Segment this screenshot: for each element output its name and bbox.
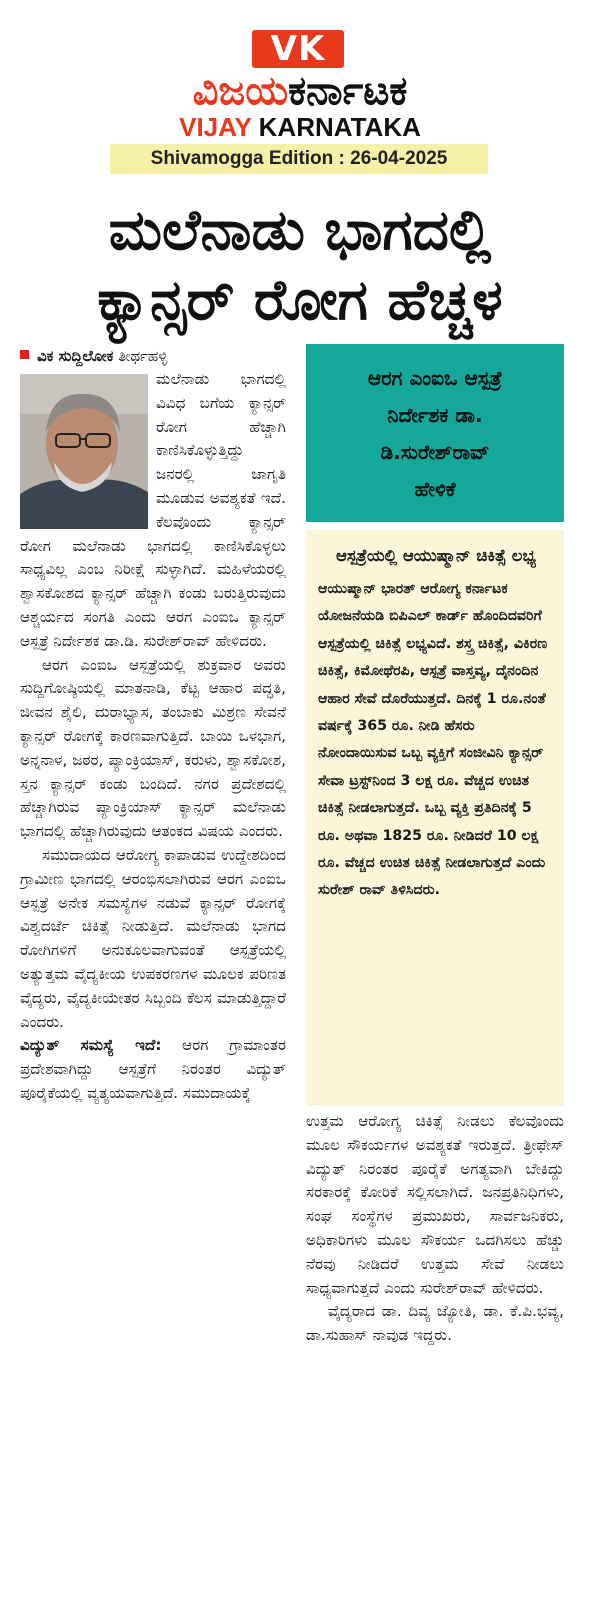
byline-place: ತೀರ್ಥಹಳ್ಳಿ — [118, 347, 168, 365]
quote-box — [306, 344, 564, 522]
byline-source: ವಿಕ ಸುದ್ದಿಲೋಕ — [37, 347, 114, 365]
headline — [20, 196, 580, 336]
article-paragraph-2: ಆರಗ ಎಂಐಒ ಆಸ್ಪತ್ರೆಯಲ್ಲಿ ಶುಕ್ರವಾರ ಅವರು ಸುದ್ದಿಗೋಷ್ಠಿಯಲ್ಲಿ ಮಾತನಾಡಿ, ಕೆಟ್ಟ ಆಹಾರ ಪದ್ಧತಿ, ಜೀವನ ಶೈಲಿ, ದುರಾಭ್ಯಾಸ, ತಂಬಾಕು ಮಿಶ್ರಣ ಸೇವನೆ ಕ್ಯಾನ್ಸರ್ ರೋಗಕ್ಕೆ ಕಾರಣವಾಗುತ್ತಿದೆ. ಬಾಯಿ ಒಳಭಾಗ, ಅನ್ನನಾಳ, ಜಠರ, ಪ್ಯಾಂಕ್ರಿಯಾಸ್, ಕರುಳು, ಶ್ವಾಸಕೋಶ, ಸ್ತನ ಕ್ಯಾನ್ಸರ್ ಕಂಡು ಬಂದಿದೆ. ನಗರ ಪ್ರದೇಶದಲ್ಲಿ ಹೆಚ್ಚಾಗಿರುವ ಪ್ಯಾಂಕ್ರಿಯಾಸ್ ಕ್ಯಾನ್ಸರ್ ಮಲೆನಾಡು ಭಾಗದಲ್ಲಿ ಹೆಚ್ಚಾಗಿರುವುದು ಆತಂಕದ ವಿಷಯ ಎಂದರು. — [20, 655, 286, 841]
brand-kannada-red: ವಿಜಯ — [192, 68, 289, 114]
quote-line-1: ಆರಗ ಎಂಐಒ ಆಸ್ಪತ್ರೆ — [367, 366, 503, 390]
article-right-column — [306, 344, 564, 1348]
masthead — [0, 0, 597, 190]
article-paragraph-3: ಸಮುದಾಯದ ಆರೋಗ್ಯ ಕಾಪಾಡುವ ಉದ್ದೇಶದಿಂದ ಗ್ರಾಮೀಣ ಭಾಗದಲ್ಲಿ ಆರಂಭಿಸಲಾಗಿರುವ ಆರಗ ಎಂಐಒ ಆಸ್ಪತ್ರೆ ಅನೇಕ ಸಮಸ್ಯೆಗಳ ನಡುವೆ ಕ್ಯಾನ್ಸರ್ ರೋಗಕ್ಕೆ ವಿಶ್ವದರ್ಜೆ ಚಿಕಿತ್ಸೆ ನೀಡುತ್ತಿದೆ. ಮಲೆನಾಡು ಭಾಗದ ರೋಗಿಗಳಿಗೆ ಅನುಕೂಲವಾಗುವಂತೆ ಆಸ್ಪತ್ರೆಯಲ್ಲಿ ಅತ್ಯುತ್ತಮ ವೈದ್ಯಕೀಯ ಉಪಕರಣಗಳ ಮೂಲಕ ಪರಿಣತ ವೈದ್ಯರು, ವೈದ್ಯಕೀಯೇತರ ಸಿಬ್ಬಂದಿ ಕೆಲಸ ಮಾಡುತ್ತಿದ್ದಾರೆ ಎಂದರು. — [20, 845, 286, 1031]
article-left-column — [20, 344, 286, 1600]
quote-line-3: ಡಿ.ಸುರೇಶ್‌ರಾವ್ — [380, 440, 490, 464]
right-column-text — [306, 1110, 564, 1348]
quote-line-4: ಹೇಳಿಕೆ — [414, 477, 456, 501]
doctor-photo — [20, 374, 148, 529]
headline-line-2: ಕ್ಯಾನ್ಸರ್ ರೋಗ ಹೆಚ್ಚಳ — [97, 268, 503, 333]
article-paragraph-1 — [20, 368, 286, 654]
sidebar-title: ಆಸ್ಪತ್ರೆಯಲ್ಲಿ ಆಯುಷ್ಮಾನ್ ಚಿಕಿತ್ಸೆ ಲಭ್ಯ — [335, 546, 537, 565]
brand-kannada-black: ಕರ್ನಾಟಕ — [288, 68, 408, 114]
right-paragraph-2: ವೈದ್ಯರಾದ ಡಾ. ದಿವ್ಯ ಜ್ಯೋತಿ, ಡಾ. ಕೆ.ಪಿ.ಭವ್ಯ, ಡಾ.ಸುಹಾಸ್ ನಾವುಡ ಇದ್ದರು. — [306, 1302, 564, 1345]
edition-banner: Shivamogga Edition : 26-04-2025 — [110, 144, 488, 174]
brand-english-black: KARNATAKA — [258, 112, 421, 142]
subheading-power-issue: ವಿದ್ಯುತ್ ಸಮಸ್ಯೆ ಇದೆ: — [20, 1036, 162, 1055]
article-paragraph-4 — [20, 1034, 286, 1105]
vk-logo-badge: VK — [252, 30, 344, 68]
sidebar-body: ಆಯುಷ್ಮಾನ್ ಭಾರತ್ ಆರೋಗ್ಯ ಕರ್ನಾಟಕ ಯೋಜನೆಯಡಿ ಬಿಪಿಎಲ್ ಕಾರ್ಡ್ ಹೊಂದಿದವರಿಗೆ ಆಸ್ಪತ್ರೆಯಲ್ಲಿ ಚಿಕಿತ್ಸೆ ಲಭ್ಯವಿದೆ. ಶಸ್ತ್ರ ಚಿಕಿತ್ಸೆ, ವಿಕಿರಣ ಚಿಕಿತ್ಸೆ, ಕಿಮೋಥೆರಪಿ, ಆಸ್ಪತ್ರೆ ವಾಸ್ತವ್ಯ, ದೈನಂದಿನ ಆಹಾರ ಸೇವೆ ದೊರೆಯುತ್ತದೆ. ದಿನಕ್ಕೆ 1 ರೂ.ನಂತೆ ವರ್ಷಕ್ಕೆ 365 ರೂ. ನೀಡಿ ಹೆಸರು ನೋಂದಾಯಿಸುವ ಒಬ್ಬ ವ್ಯಕ್ತಿಗೆ ಸಂಜೀವಿನಿ ಕ್ಯಾನ್ಸರ್ ಸೇವಾ ಟ್ರಸ್ಟ್‌ನಿಂದ 3 ಲಕ್ಷ ರೂ. ವೆಚ್ಚದ ಉಚಿತ ಚಿಕಿತ್ಸೆ ನೀಡಲಾಗುತ್ತದೆ. ಒಬ್ಬ ವ್ಯಕ್ತಿ ಪ್ರತಿದಿನಕ್ಕೆ 5 ರೂ. ಅಥವಾ 1825 ರೂ. ನೀಡಿದರೆ 10 ಲಕ್ಷ ರೂ. ವೆಚ್ಚದ ಉಚಿತ ಚಿಕಿತ್ಸೆ ನೀಡಲಾಗುತ್ತದೆ ಎಂದು ಸುರೇಶ್ ರಾವ್ ತಿಳಿಸಿದರು. — [318, 581, 548, 899]
article-paragraph-1-text: ಮಲೆನಾಡು ಭಾಗದಲ್ಲಿ ವಿವಿಧ ಬಗೆಯ ಕ್ಯಾನ್ಸರ್ ರೋಗ ಹೆಚ್ಚಾಗಿ ಕಾಣಿಸಿಕೊಳ್ಳುತ್ತಿದ್ದು ಜನರಲ್ಲಿ ಜಾಗೃತಿ ಮೂಡುವ ಅವಶ್ಯಕತೆ ಇದೆ. ಕೆಲವೊಂದು ಕ್ಯಾನ್ಸರ್ ರೋಗ ಮಲೆನಾಡು ಭಾಗದಲ್ಲಿ ಕಾಣಿಸಿಕೊಳ್ಳಲು ಸಾಧ್ಯವಿಲ್ಲ ಎಂಬ ನಿರೀಕ್ಷೆ ಸುಳ್ಳಾಗಿದೆ. ಮಹಿಳೆಯರಲ್ಲಿ ಶ್ವಾಸಕೋಶದ ಕ್ಯಾನ್ಸರ್ ಹೆಚ್ಚಾಗಿ ಕಂಡು ಬರುತ್ತಿರುವುದು ಆಶ್ಚರ್ಯದ ಸಂಗತಿ ಎಂದು ಆರಗ ಎಂಐಒ ಕ್ಯಾನ್ಸರ್ ಆಸ್ಪತ್ರೆ ನಿರ್ದೇಶಕ ಡಾ.ಡಿ. ಸುರೇಶ್‌ರಾವ್ ಹೇಳಿದರು. — [20, 370, 286, 650]
headline-line-1: ಮಲೆನಾಡು ಭಾಗದಲ್ಲಿ — [108, 198, 492, 263]
brand-name-english — [120, 112, 480, 142]
ayushman-sidebar — [306, 530, 564, 1106]
quote-line-2: ನಿರ್ದೇಶಕ ಡಾ. — [387, 403, 483, 427]
right-paragraph-1: ಉತ್ತಮ ಆರೋಗ್ಯ ಚಿಕಿತ್ಸೆ ನೀಡಲು ಕೆಲವೊಂದು ಮೂಲ ಸೌಕರ್ಯಗಳ ಅವಶ್ಯಕತೆ ಇರುತ್ತದೆ. ತ್ರೀಫೇಸ್ ವಿದ್ಯುತ್ ನಿರಂತರ ಪೂರೈಕೆ ಅಗತ್ಯವಾಗಿ ಬೇಕಿದ್ದು ಸರಕಾರಕ್ಕೆ ಕೋರಿಕೆ ಸಲ್ಲಿಸಲಾಗಿದೆ. ಜನಪ್ರತಿನಿಧಿಗಳು, ಸಂಘ ಸಂಸ್ಥೆಗಳ ಪ್ರಮುಖರು, ಸಾರ್ವಜನಿಕರು, ಅಧಿಕಾರಿಗಳು ಮೂಲ ಸೌಕರ್ಯ ಒದಗಿಸಲು ಹೆಚ್ಚು ನೆರವು ನೀಡಿದರೆ ಉತ್ತಮ ಸೇವೆ ನೀಡಲು ಸಾಧ್ಯವಾಗುತ್ತದೆ ಎಂದು ಸುರೇಶ್‌ರಾವ್ ಹೇಳಿದರು. — [306, 1112, 564, 1297]
article-paragraph-4-text: ಆರಗ ಗ್ರಾಮಾಂತರ ಪ್ರದೇಶವಾಗಿದ್ದು ಆಸ್ಪತ್ರೆಗೆ ನಿರಂತರ ವಿದ್ಯುತ್ ಪೂರೈಕೆಯಲ್ಲಿ ವ್ಯತ್ಯಯವಾಗುತ್ತಿದೆ. ಸಮುದಾಯಕ್ಕೆ — [20, 1036, 286, 1102]
byline — [20, 344, 286, 368]
byline-square-icon — [20, 350, 29, 359]
brand-english-red: VIJAY — [179, 112, 252, 142]
brand-name-kannada — [95, 66, 505, 116]
